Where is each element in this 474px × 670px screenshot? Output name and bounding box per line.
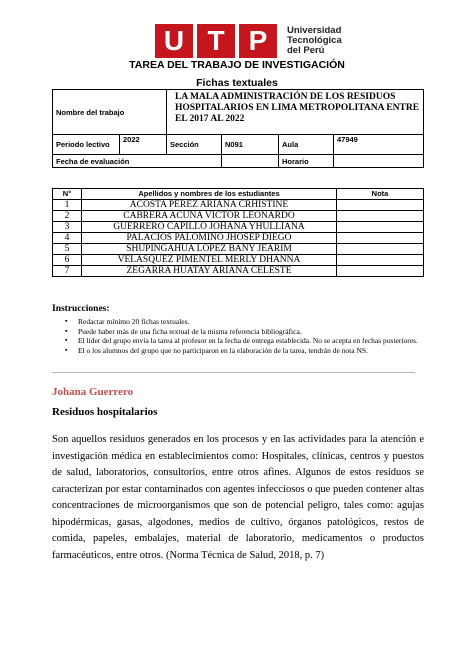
- instructions-list: [64, 317, 418, 355]
- logo-letter-p: P: [239, 24, 277, 58]
- student-grade: [337, 211, 424, 222]
- table-row: [53, 233, 424, 244]
- row-number: 2: [53, 211, 82, 222]
- student-name: VELASQUEZ PIMENTEL MERLY DHANNA: [82, 255, 337, 266]
- student-name: SHUPINGAHUA LOPEZ BANY JEARIM: [82, 244, 337, 255]
- student-grade: [337, 255, 424, 266]
- schedule-label: Horario: [279, 155, 334, 168]
- section-label: Sección: [167, 135, 222, 155]
- period-value: 2022: [120, 135, 167, 155]
- eval-date-label: Fecha de evaluación: [53, 155, 222, 168]
- work-name-value: LA MALA ADMINISTRACIÓN DE LOS RESIDUOS HOSPITALARIOS EN LIMA METROPOLITANA ENTRE EL 2017 AL 2022: [167, 90, 424, 135]
- logo-letter-u: U: [155, 24, 193, 58]
- instructions-title: Instrucciones:: [52, 304, 110, 314]
- student-name: ZEGARRA HUATAY ARIANA CELESTE: [82, 266, 337, 277]
- list-item: ▪ Redactar mínimo 20 fichas textuales.: [78, 317, 418, 327]
- body-paragraph: Son aquellos residuos generados en los procesos y en las actividades para la atención e investigación médica en establecimientos como: Hospitales, clínicas, centros y puestos de salud, laboratorios, consultorios, entre otros afines. Algunos de estos residuos se caracterizan por estar contaminados con agentes infecciosos o que pueden contener altas concentraciones de microorganismos que son de potencial peligro, tales como: agujas hipodérmicas, gasas, algodones, medios de cultivo, órganos patológicos, restos de comida, papeles, embalajes, material de laboratorio, medicamentos o productos farmacéuticos, entre otros. (Norma Técnica de Salud, 2018, p. 7): [52, 434, 424, 561]
- list-item: ▪ Puede haber más de una ficha textual de la misma referencia bibliográfica.: [78, 327, 418, 337]
- utp-logo: [155, 22, 342, 60]
- student-name: CABRERA ACUÑA VICTOR LEONARDO: [82, 211, 337, 222]
- table-row: [53, 222, 424, 233]
- student-grade: [337, 244, 424, 255]
- student-grade: [337, 266, 424, 277]
- student-name: GUERRERO CAPILLO JOHANA YHULLIANA: [82, 222, 337, 233]
- student-grade: [337, 200, 424, 211]
- section-heading: Residuos hospitalarios: [52, 406, 158, 418]
- table-row: [53, 266, 424, 277]
- row-number: 4: [53, 233, 82, 244]
- work-name-label: Nombre del trabajo: [53, 90, 167, 135]
- document-title: TAREA DEL TRABAJO DE INVESTIGACIÓN: [129, 59, 345, 71]
- divider: [52, 372, 415, 373]
- section-value: N091: [222, 135, 279, 155]
- room-value: 47949: [334, 135, 424, 155]
- author-name: Johana Guerrero: [52, 386, 134, 398]
- list-item: ▪ El o los alumnos del grupo que no participaron en la elaboración de la tarea, tendrán de nota NS.: [78, 346, 418, 356]
- row-number: 5: [53, 244, 82, 255]
- header-names: Apellidos y nombres de los estudiantes: [82, 189, 337, 200]
- students-table: [52, 188, 424, 277]
- students-header-row: [53, 189, 424, 200]
- row-number: 1: [53, 200, 82, 211]
- header-grade: Nota: [337, 189, 424, 200]
- work-info-table: [52, 89, 424, 168]
- student-name: PALACIOS PALOMINO JHOSEP DIEGO: [82, 233, 337, 244]
- schedule-value: [334, 155, 424, 168]
- logo-university-name: Universidad Tecnológica del Perú: [287, 25, 342, 56]
- header-number: N°: [53, 189, 82, 200]
- row-number: 3: [53, 222, 82, 233]
- row-number: 6: [53, 255, 82, 266]
- student-grade: [337, 233, 424, 244]
- list-item: ▪ El líder del grupo envía la tarea al profesor en la fecha de entrega establecida. No se acepta en fechas posteriores.: [78, 336, 418, 346]
- student-name: ACOSTA PEREZ ARIANA CRHISTINE: [82, 200, 337, 211]
- room-label: Aula: [279, 135, 334, 155]
- eval-date-value: [222, 155, 279, 168]
- table-row: [53, 244, 424, 255]
- period-label: Periodo lectivo: [53, 135, 120, 155]
- table-row: [53, 255, 424, 266]
- student-grade: [337, 222, 424, 233]
- logo-letter-t: T: [197, 24, 235, 58]
- row-number: 7: [53, 266, 82, 277]
- table-row: [53, 200, 424, 211]
- document-subtitle: Fichas textuales: [196, 77, 278, 89]
- table-row: [53, 211, 424, 222]
